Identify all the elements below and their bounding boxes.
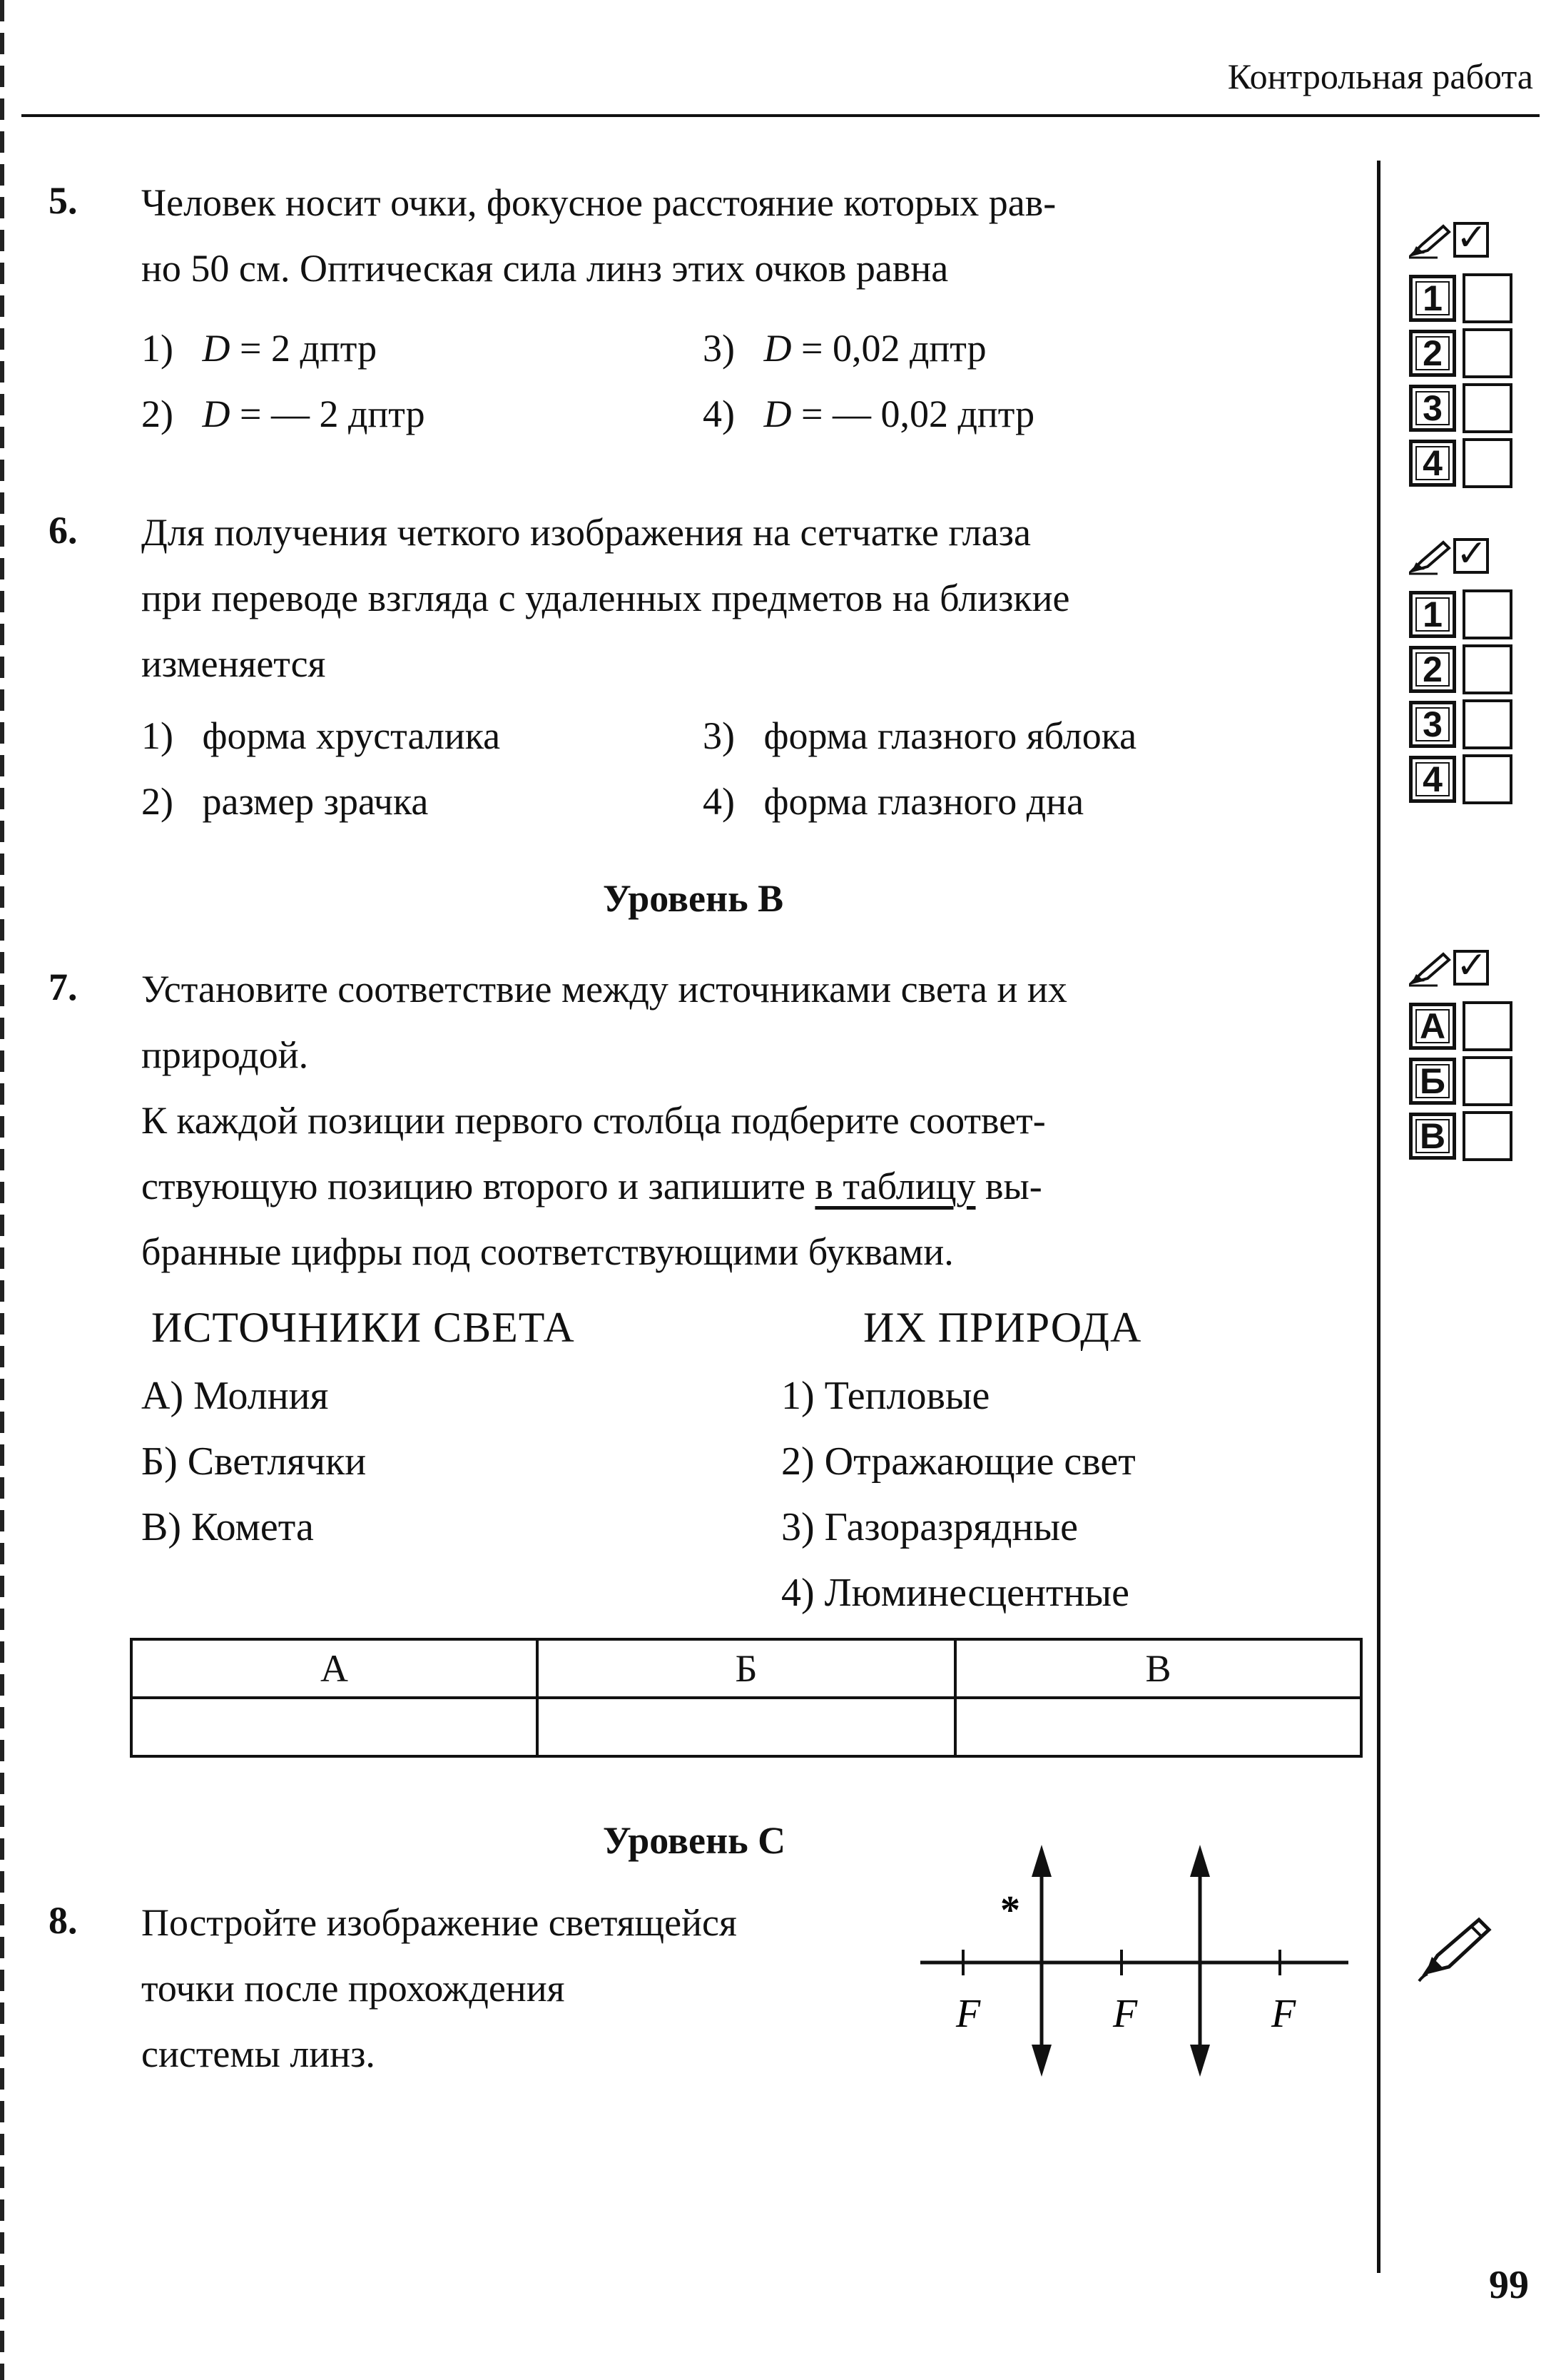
checkbox-check-icon: ✓: [1453, 950, 1489, 986]
q6-box-label-4: 4: [1409, 756, 1456, 803]
q7-text-line1: Установите соответствие между источниками света и их: [141, 968, 1067, 1011]
q7-source-a: А) Молния: [141, 1374, 329, 1418]
q8-number: 8.: [49, 1899, 78, 1942]
q8-text-line1: Постройте изображение светящейся: [141, 1901, 737, 1944]
checkbox-check-icon: ✓: [1453, 538, 1489, 574]
header-rule: [21, 114, 1540, 117]
q6-box-label-3: 3: [1409, 701, 1456, 748]
q5-option-2: 2) D = — 2 дптр: [141, 393, 425, 435]
table-header-a: А: [131, 1639, 537, 1698]
q7-text-line2: природой.: [141, 1033, 309, 1076]
q6-box-label-2: 2: [1409, 646, 1456, 693]
q7-number: 7.: [49, 966, 78, 1008]
q5-number: 5.: [49, 179, 78, 222]
q7-nature-2: 2) Отражающие свет: [781, 1439, 1136, 1484]
q5-text-line2: но 50 см. Оптическая сила линз этих очков равна: [141, 247, 949, 290]
page-number: 99: [1489, 2263, 1529, 2307]
q7-text-line5: бранные цифры под соответствующими буквами.: [141, 1230, 954, 1273]
table-header-b: Б: [537, 1639, 955, 1698]
q5-answer-header: [1409, 218, 1523, 260]
focus-label-3: F: [1271, 1992, 1296, 2036]
table-answer-v[interactable]: [955, 1698, 1361, 1756]
q7-answer-table: [130, 1638, 1363, 1758]
q6-answer-box-4[interactable]: [1463, 754, 1512, 804]
q8-pen-icon: [1416, 1913, 1495, 1984]
checkbox-check-icon: ✓: [1453, 222, 1489, 258]
lens-2-bottom-arrow: [1190, 2045, 1210, 2077]
q5-option-4: 4) D = — 0,02 дптр: [703, 393, 1035, 435]
q6-text-line2: при переводе взгляда с удаленных предметов на близкие: [141, 577, 1070, 619]
q6-box-label-1: 1: [1409, 591, 1456, 638]
q5-option-3: 3) D = 0,02 дптр: [703, 327, 987, 370]
q7-nature-1: 1) Тепловые: [781, 1374, 990, 1418]
running-header: Контрольная работа: [1227, 56, 1533, 96]
q6-option-3: 3) форма глазного яблока: [703, 714, 1137, 757]
q7-answer-header: [1409, 946, 1523, 988]
q7-nature-4: 4) Люминесцентные: [781, 1571, 1129, 1615]
focus-label-2: F: [1113, 1992, 1138, 2036]
q5-answer-box-3[interactable]: [1463, 383, 1512, 433]
q6-text-line3: изменяется: [141, 642, 326, 685]
q7-text-line4: ствующую позицию второго и запишите в таблицу вы-: [141, 1165, 1042, 1207]
q5-option-1: 1) D = 2 дптр: [141, 327, 377, 370]
q6-option-2: 2) размер зрачка: [141, 780, 429, 823]
q5-box-label-2: 2: [1409, 330, 1456, 377]
q7-answer-box-v[interactable]: [1463, 1111, 1512, 1161]
level-b-heading: Уровень В: [603, 877, 784, 920]
table-header-v: В: [955, 1639, 1361, 1698]
q8-text-line3: системы линз.: [141, 2032, 375, 2075]
q7-answer-box-a[interactable]: [1463, 1001, 1512, 1051]
level-c-heading: Уровень С: [603, 1819, 786, 1862]
margin-rule: [1377, 161, 1380, 2273]
q5-text-line1: Человек носит очки, фокусное расстояние которых рав-: [141, 181, 1057, 224]
q6-answer-box-2[interactable]: [1463, 644, 1512, 694]
focus-label-1: F: [956, 1992, 981, 2036]
q6-number: 6.: [49, 509, 78, 552]
q7-text-line3: К каждой позиции первого столбца подберите соответ-: [141, 1099, 1046, 1142]
q6-option-4: 4) форма глазного дна: [703, 780, 1084, 823]
q6-answer-header: [1409, 534, 1523, 577]
q8-text-line2: точки после прохождения: [141, 1967, 565, 2010]
table-answer-b[interactable]: [537, 1698, 955, 1756]
q6-text-line1: Для получения четкого изображения на сетчатке глаза: [141, 511, 1031, 554]
cut-line: [0, 0, 4, 2380]
q7-box-label-v: В: [1409, 1113, 1456, 1160]
table-answer-a[interactable]: [131, 1698, 537, 1756]
pen-icon: [1409, 540, 1452, 575]
q7-answer-box-b[interactable]: [1463, 1056, 1512, 1106]
q7-box-label-a: А: [1409, 1003, 1456, 1050]
q6-answer-box-1[interactable]: [1463, 589, 1512, 639]
light-point: *: [1000, 1888, 1020, 1933]
pen-icon: [1409, 951, 1452, 987]
q7-col1-header: ИСТОЧНИКИ СВЕТА: [151, 1304, 575, 1351]
q5-answer-box-1[interactable]: [1463, 273, 1512, 323]
q6-option-1: 1) форма хрусталика: [141, 714, 501, 757]
q7-col2-header: ИХ ПРИРОДА: [863, 1304, 1142, 1351]
q5-answer-box-2[interactable]: [1463, 328, 1512, 378]
q5-box-label-1: 1: [1409, 275, 1456, 322]
lens-2-top-arrow: [1190, 1845, 1210, 1877]
q5-answer-box-4[interactable]: [1463, 438, 1512, 488]
lens-diagram: [920, 1841, 1363, 2084]
lens-1-top-arrow: [1032, 1845, 1052, 1877]
q6-answer-box-3[interactable]: [1463, 699, 1512, 749]
q7-box-label-b: Б: [1409, 1058, 1456, 1105]
q5-box-label-3: 3: [1409, 385, 1456, 432]
q5-box-label-4: 4: [1409, 440, 1456, 487]
lens-1-bottom-arrow: [1032, 2045, 1052, 2077]
q7-nature-3: 3) Газоразрядные: [781, 1505, 1078, 1549]
q7-source-v: В) Комета: [141, 1505, 314, 1549]
q7-source-b: Б) Светлячки: [141, 1439, 367, 1484]
pen-icon: [1409, 223, 1452, 259]
